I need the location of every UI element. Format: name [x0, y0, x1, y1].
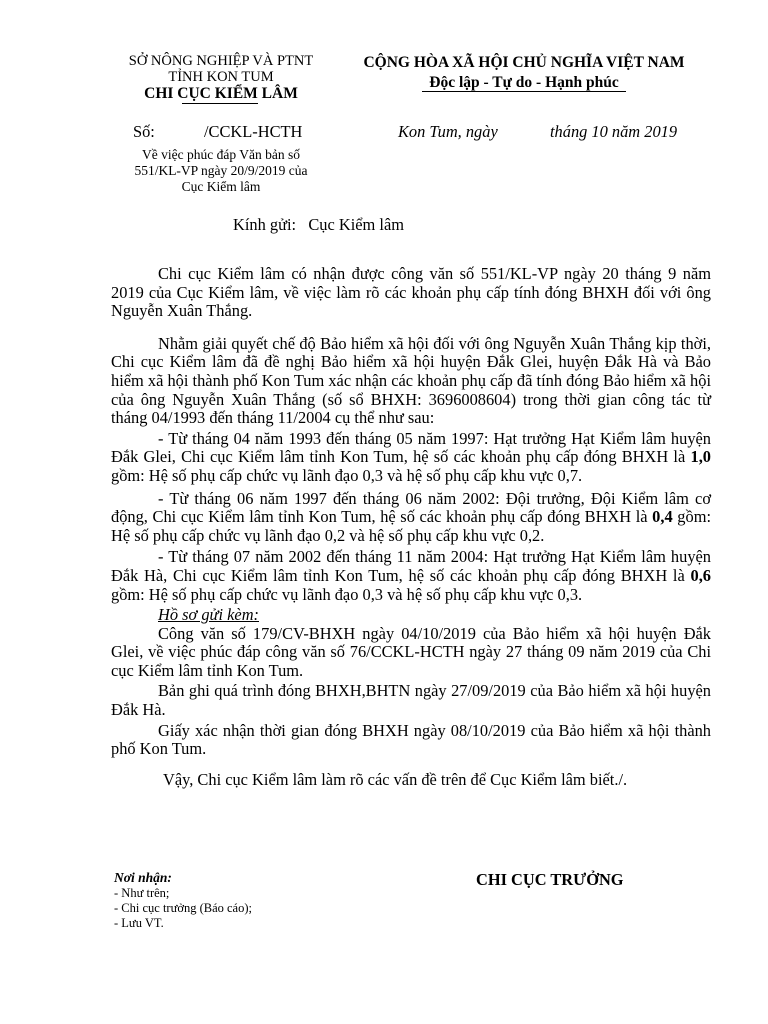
recipient-item: - Chi cục trưởng (Báo cáo); — [114, 901, 252, 915]
recipient-label: Kính gửi: — [233, 215, 297, 234]
list-item: - Từ tháng 06 năm 1997 đến tháng 06 năm 2002: Đội trưởng, Đội Kiểm lâm cơ động, Chi cục Kiểm lâm tỉnh Kon Tum, hệ số các khoản phụ cấp đóng BHXH là 0,4 gồm: Hệ số phụ cấp chức vụ lãnh đạo 0,2 và hệ số phụ cấp khu vực 0,2. — [111, 488, 711, 545]
subject-line: 551/KL-VP ngày 20/9/2019 của — [134, 163, 308, 178]
recipient-name: Cục Kiểm lâm — [308, 215, 404, 234]
attachments-heading: Hồ sơ gửi kèm: — [158, 605, 259, 625]
body-paragraph: Chi cục Kiểm lâm có nhận được công văn số 551/KL-VP ngày 20 tháng 9 năm 2019 của Cục Kiểm lâm, về việc làm rõ các khoản phụ cấp tính đóng BHXH đối với ông Nguyễn Xuân Thắng. — [111, 264, 711, 321]
agency-name: CHI CỤC KIỂM LÂM — [144, 85, 298, 102]
signer-title: CHI CỤC TRƯỞNG — [476, 870, 624, 889]
agency-block — [112, 53, 330, 102]
motto-underline — [422, 91, 626, 92]
nation-block — [344, 53, 704, 93]
agency-underline — [182, 103, 258, 104]
subject-block — [96, 147, 346, 195]
month-year: tháng 10 năm 2019 — [550, 122, 678, 141]
agency-province: TỈNH KON TUM — [168, 69, 274, 85]
recipients-block — [114, 870, 252, 931]
recipient-item: - Lưu VT. — [114, 916, 164, 930]
letter-body — [111, 265, 711, 789]
recipient-line — [233, 215, 404, 235]
recipient-item: - Như trên; — [114, 886, 170, 900]
attachment-item: Công văn số 179/CV-BHXH ngày 04/10/2019 của Bảo hiểm xã hội huyện Đắk Glei, về việc phúc đáp công văn số 76/CCKL-HCTH ngày 27 tháng 09 năm 2019 của Chi cục Kiểm lâm tỉnh Kon Tum. — [111, 623, 711, 680]
doc-number: /CCKL-HCTH — [204, 122, 303, 141]
nation-title: CỘNG HÒA XÃ HỘI CHỦ NGHĨA VIỆT NAM — [363, 54, 685, 71]
nation-motto: Độc lập - Tự do - Hạnh phúc — [429, 74, 619, 91]
agency-ministry: SỞ NÔNG NGHIỆP VÀ PTNT — [128, 53, 314, 69]
subject-line: Cục Kiểm lâm — [181, 179, 261, 194]
attachment-item: Bản ghi quá trình đóng BHXH,BHTN ngày 27/09/2019 của Bảo hiểm xã hội huyện Đắk Hà. — [111, 681, 711, 720]
place-date: Kon Tum, ngày — [398, 122, 498, 141]
list-item: - Từ tháng 04 năm 1993 đến tháng 05 năm 1997: Hạt trưởng Hạt Kiểm lâm huyện Đắk Glei, Chi cục Kiểm lâm tỉnh Kon Tum, hệ số các khoản phụ cấp đóng BHXH là 1,0 gồm: Hệ số phụ cấp chức vụ lãnh đạo 0,3 và hệ số phụ cấp khu vực 0,7. — [111, 428, 711, 485]
body-paragraph: Nhằm giải quyết chế độ Bảo hiểm xã hội đối với ông Nguyễn Xuân Thắng kịp thời, Chi cục Kiểm lâm đã đề nghị Bảo hiểm xã hội huyện Đắk Glei, huyện Đắk Hà và Bảo hiểm xã hội thành phố Kon Tum xác nhận các khoản phụ cấp đã tính đóng Bảo hiểm xã hội của ông Nguyễn Xuân Thắng (số sổ BHXH: 3696008604) trong thời gian công tác từ tháng 04/1993 đến tháng 11/2004 cụ thể như sau: — [111, 333, 711, 428]
attachment-item: Giấy xác nhận thời gian đóng BHXH ngày 08/10/2019 của Bảo hiểm xã hội thành phố Kon Tum. — [111, 720, 711, 759]
subject-line: Về việc phúc đáp Văn bản số — [142, 147, 300, 162]
list-item: - Từ tháng 07 năm 2002 đến tháng 11 năm 2004: Hạt trưởng Hạt Kiểm lâm huyện Đắk Hà, Chi cục Kiểm lâm tỉnh Kon Tum, hệ số các khoản phụ cấp đóng BHXH là 0,6 gồm: Hệ số phụ cấp chức vụ lãnh đạo 0,3 và hệ số phụ cấp khu vực 0,3. — [111, 547, 711, 604]
closing-paragraph: Vậy, Chi cục Kiểm lâm làm rõ các vấn đề trên để Cục Kiểm lâm biết./. — [163, 769, 628, 789]
doc-number-label: Số: — [133, 122, 155, 141]
recipients-heading: Nơi nhận: — [114, 870, 172, 885]
